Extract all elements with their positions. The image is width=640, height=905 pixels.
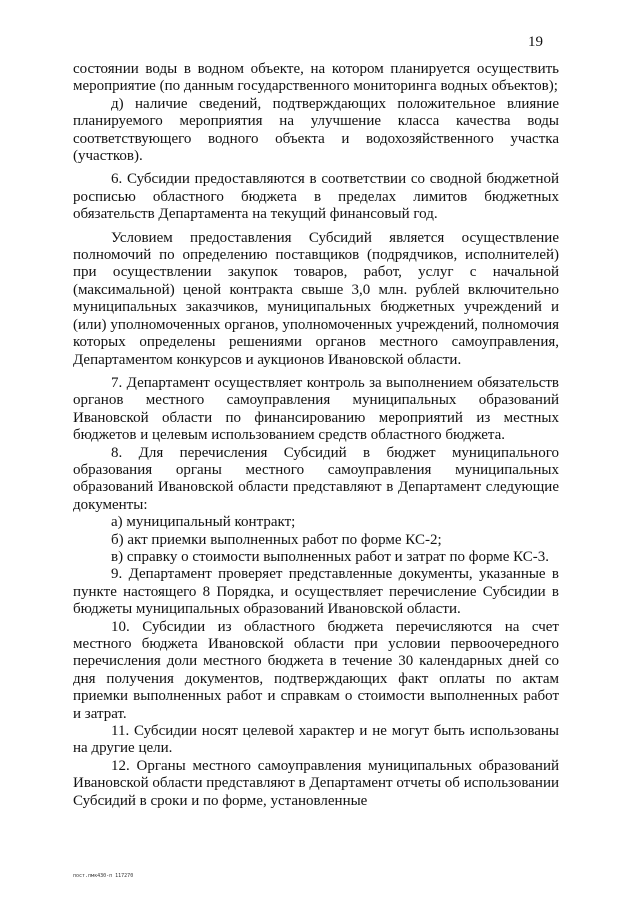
paragraph-10: 10. Субсидии из областного бюджета перечисляются на счет местного бюджета Ивановской области при условии первоочередного перечисления доли местного бюджета в течение 30 календарных дней со дня получения документов, подтверждающих факт оплаты по актам приемки выполненных работ и справкам о стоимости выполненных работ и затрат.: [73, 618, 559, 722]
footer-code: пост.пмк430-п 117270: [73, 873, 134, 879]
paragraph-8: 8. Для перечисления Субсидий в бюджет муниципального образования органы местного самоуправления муниципальных образований Ивановской области представляют в Департамент следующие документы:: [73, 444, 559, 513]
paragraph-water-state: состоянии воды в водном объекте, на котором планируется осуществить мероприятие (по данным государственного мониторинга водных объектов);: [73, 61, 559, 95]
paragraph-6: 6. Субсидии предоставляются в соответствии со сводной бюджетной росписью областного бюджета в пределах лимитов бюджетных обязательств Департамента на текущий финансовый год.: [73, 171, 559, 223]
page-number: 19: [528, 34, 543, 50]
paragraph-9: 9. Департамент проверяет представленные документы, указанные в пункте настоящего 8 Порядка, и осуществляет перечисление Субсидии в бюджеты муниципальных образований Ивановской области.: [73, 566, 559, 618]
document-body: [73, 61, 559, 810]
list-item-a: а) муниципальный контракт;: [111, 514, 296, 531]
list-item-c: в) справку о стоимости выполненных работ и затрат по форме КС-3.: [111, 548, 550, 565]
paragraph-7: 7. Департамент осуществляет контроль за выполнением обязательств органов местного самоуправления муниципальных образований Ивановской области по финансированию мероприятий из местных бюджетов и целевым использованием средств областного бюджета.: [73, 374, 559, 444]
paragraph-12: 12. Органы местного самоуправления муниципальных образований Ивановской области представляют в Департамент отчеты об использовании Субсидий в сроки и по форме, установленные: [73, 757, 559, 809]
paragraph-condition: Условием предоставления Субсидий является осуществление полномочий по определению поставщиков (подрядчиков, исполнителей) при осуществлении закупок товаров, работ, услуг с начальной (максимальной) ценой контракта свыше 3,0 млн. рублей включительно муниципальных заказчиков, муниципальных бюджетных учреждений и (или) уполномоченных органов, уполномоченных учреждений, полномочия которых определены решениями органов местного самоуправления, Департаментом конкурсов и аукционов Ивановской области.: [73, 229, 559, 368]
paragraph-11: 11. Субсидии носят целевой характер и не могут быть использованы на другие цели.: [73, 723, 559, 757]
list-item-b: б) акт приемки выполненных работ по форме КС-2;: [111, 531, 442, 548]
paragraph-item-d: д) наличие сведений, подтверждающих положительное влияние планируемого мероприятия на улучшение класса качества воды соответствующего водного объекта и водохозяйственного участка (участков).: [73, 95, 559, 165]
